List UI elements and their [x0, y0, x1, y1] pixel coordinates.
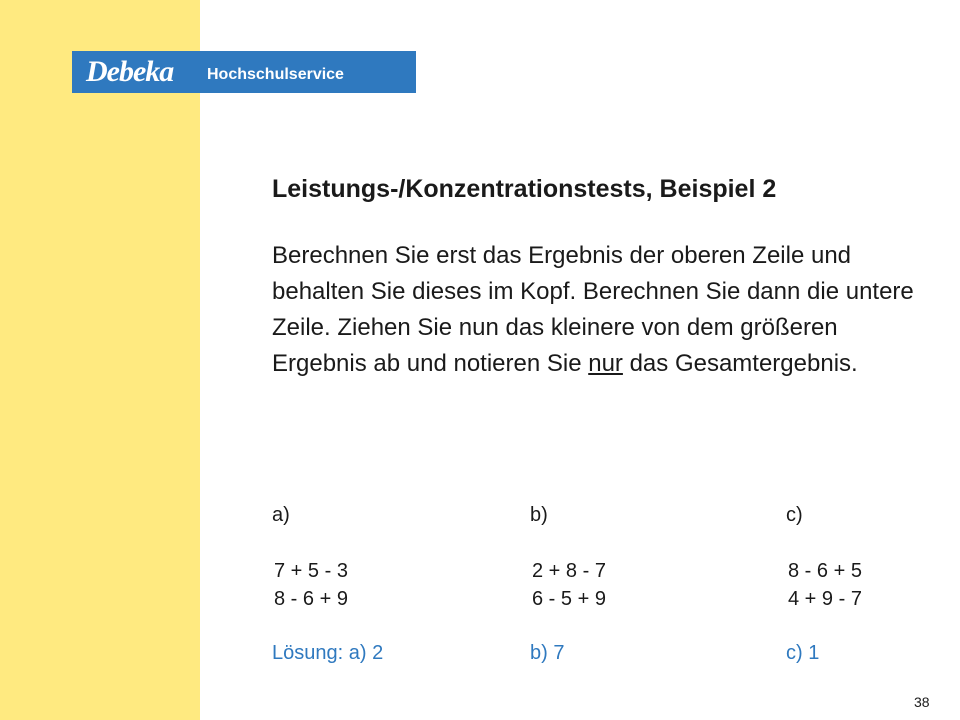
exercise-lower-row: 8 - 6 + 9 — [274, 588, 348, 610]
exercise-solution: b) 7 — [530, 642, 565, 664]
brand-tagline: Hochschulservice — [207, 66, 344, 83]
instructions-part-2: das Gesamtergebnis. — [622, 350, 858, 377]
instructions-emphasis: nur — [588, 350, 623, 377]
exercise-solution: Lösung: a) 2 — [272, 642, 384, 664]
debeka-logo: Debeka — [86, 55, 174, 88]
instructions-part-1: Berechnen Sie erst das Ergebnis der oberen Zeile und behalten Sie dieses im Kopf. Berechnen Sie dann die untere Zeile. Ziehen Sie nun das kleinere von dem größeren Ergebnis ab und notieren Sie — [272, 242, 914, 377]
exercise-lower-row: 6 - 5 + 9 — [532, 588, 606, 610]
instructions-text — [272, 238, 922, 382]
exercise-upper-row: 7 + 5 - 3 — [274, 560, 348, 582]
exercise-lower-row: 4 + 9 - 7 — [788, 588, 862, 610]
exercise-label: b) — [530, 504, 548, 526]
exercise-upper-row: 8 - 6 + 5 — [788, 560, 862, 582]
exercise-label: c) — [786, 504, 803, 526]
page-number: 38 — [914, 694, 930, 710]
exercise-label: a) — [272, 504, 290, 526]
left-sidebar-band — [0, 0, 200, 720]
exercise-solution: c) 1 — [786, 642, 820, 664]
brand-header-bar — [72, 51, 416, 93]
slide-title: Leistungs-/Konzentrationstests, Beispiel 2 — [272, 175, 777, 203]
exercise-upper-row: 2 + 8 - 7 — [532, 560, 606, 582]
